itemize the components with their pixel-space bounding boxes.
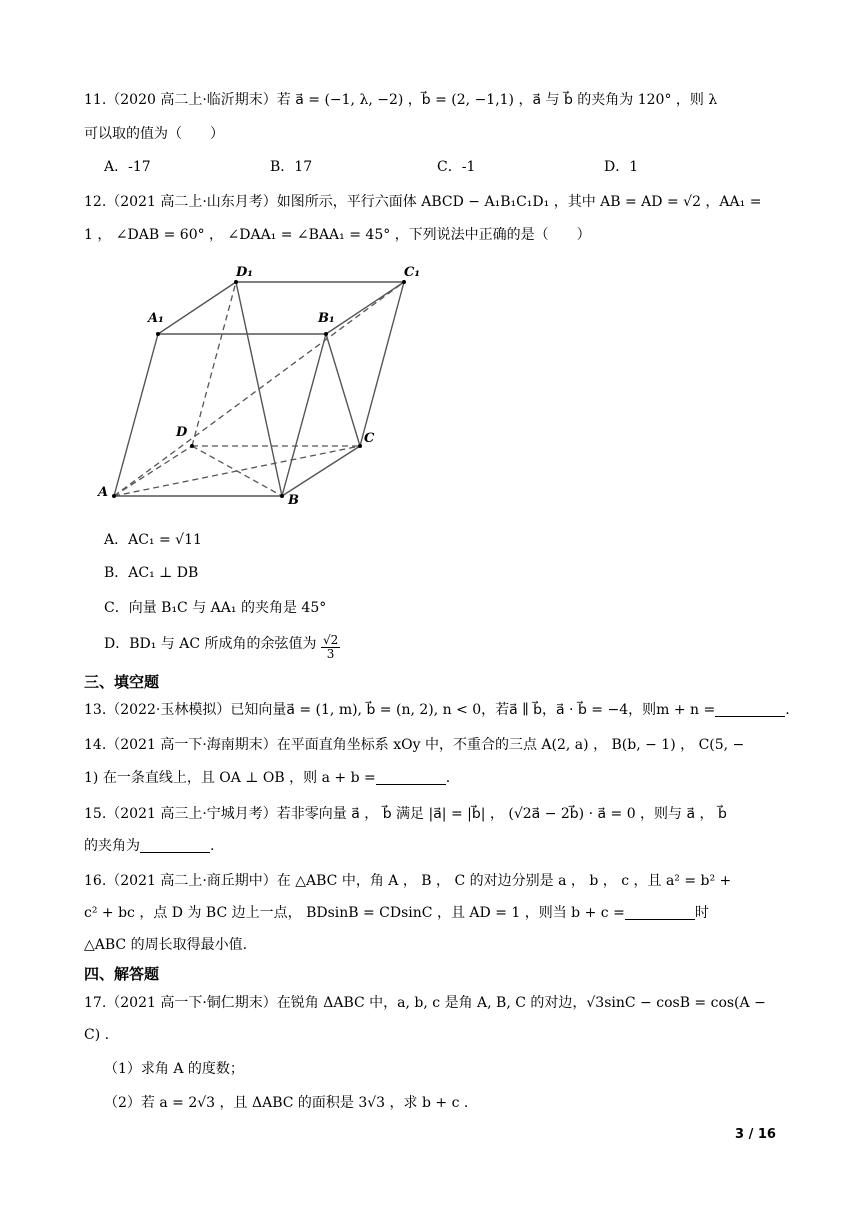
label-a1: A₁ (148, 311, 164, 326)
q13-answer-blank[interactable] (715, 702, 785, 717)
q12-option-d (104, 634, 340, 661)
q15-line1: 15.（2021 高三上·宁城月考）若非零向量 a⃗ ， b⃗ 满足 |a⃗| = |b⃗| ， (√2a⃗ − 2b⃗) · a⃗ = 0 ，则与 a⃗ ， b⃗ (84, 806, 727, 822)
q17-line1: 17.（2021 高一下·铜仁期末）在锐角 ΔABC 中，a, b, c 是角 A, B, C 的对边，√3sinC − cosB = cos(A − (84, 995, 766, 1011)
diag-ac-hidden (114, 446, 360, 496)
label-b: B (288, 493, 299, 508)
label-d1: D₁ (236, 265, 253, 280)
q12-line2: 1 ， ∠DAB = 60° ， ∠DAA₁ = ∠BAA₁ = 45° ，下列说法中正确的是（ ） (84, 227, 591, 243)
q15-answer-blank[interactable] (140, 838, 210, 853)
label-c1: C₁ (404, 265, 421, 280)
q12-option-a: A．AC₁ = √11 (104, 532, 202, 548)
q14-text: 1) 在一条直线上，且 OA ⊥ OB ，则 a + b = (84, 770, 376, 786)
q12-option-d-fraction (321, 634, 340, 661)
q16-line3: △ABC 的周长取得最小值. (84, 937, 248, 953)
q12-option-c: C．向量 B₁C 与 AA₁ 的夹角是 45° (104, 600, 327, 616)
q14-line2: 1) 在一条直线上，且 OA ⊥ OB ，则 a + b = . (84, 770, 451, 786)
q17-part1: （1）求角 A 的度数； (104, 1061, 244, 1077)
q11-option-b: B．17 (270, 159, 313, 175)
q14-answer-blank[interactable] (376, 770, 446, 785)
section-fill-in-blank: 三、填空题 (84, 673, 160, 691)
q12-option-b: B．AC₁ ⊥ DB (104, 565, 199, 581)
label-b1: B₁ (318, 311, 335, 326)
q14-line1: 14.（2021 高一下·海南期末）在平面直角坐标系 xOy 中，不重合的三点 A(2, a) ， B(b, − 1) ， C(5, − (84, 737, 745, 753)
label-a: A (98, 485, 109, 500)
q16-line2 (84, 903, 709, 923)
q15-text: 的夹角为 (84, 838, 140, 854)
q11-line2: 可以取的值为（ ） (84, 126, 224, 142)
q16-text-post: 时 (694, 905, 709, 921)
q12-line1: 12.（2021 高二上·山东月考）如图所示，平行六面体 ABCD − A₁B₁C₁D₁ ，其中 AB = AD = √2 ，AA₁ = (84, 194, 762, 210)
q13-line: 13.（2022·玉林模拟）已知向量a⃗ = (1, m), b⃗ = (n, 2), n < 0，若a⃗ ∥ b⃗，a⃗ · b⃗ = −4，则m + n = . (84, 702, 790, 718)
q11-option-d: D．1 (604, 159, 639, 175)
fraction-denominator: 3 (326, 647, 335, 661)
q11-line1: 11.（2020 高二上·临沂期末）若 a⃗ = (−1, λ, −2) ，b⃗ = (2, −1,1) ，a⃗ 与 b⃗ 的夹角为 120° ，则 λ (84, 92, 718, 108)
q13-text: 13.（2022·玉林模拟）已知向量a⃗ = (1, m), b⃗ = (n, 2), n < 0，若a⃗ ∥ b⃗，a⃗ · b⃗ = −4，则m + n = (84, 702, 716, 718)
section-answer-questions: 四、解答题 (84, 965, 160, 983)
q17-line2: C) . (84, 1027, 110, 1043)
fraction-numerator: √2 (322, 633, 339, 647)
label-d: D (176, 425, 188, 440)
q16-text: c² + bc ，点 D 为 BC 边上一点， BDsinB = CDsinC ，且 AD = 1 ，则当 b + c = (84, 905, 625, 921)
page-number: 3 / 16 (735, 1127, 776, 1142)
label-c: C (364, 431, 375, 446)
q11-option-c: C．-1 (437, 159, 476, 175)
q11-option-a: A．-17 (104, 159, 151, 175)
diag-b1c (326, 334, 360, 446)
parallelepiped-figure (96, 262, 436, 512)
q16-line1: 16.（2021 高二上·商丘期中）在 △ABC 中，角 A ， B ， C 的对边分别是 a ， b ， c ，且 a² = b² + (84, 873, 732, 889)
q12-option-d-text: D．BD₁ 与 AC 所成角的余弦值为 (104, 636, 317, 652)
q17-part2: （2）若 a = 2√3 ，且 ΔABC 的面积是 3√3 ，求 b + c . (104, 1095, 469, 1111)
q15-line2: 的夹角为 . (84, 838, 215, 854)
q16-answer-blank[interactable] (625, 905, 695, 920)
